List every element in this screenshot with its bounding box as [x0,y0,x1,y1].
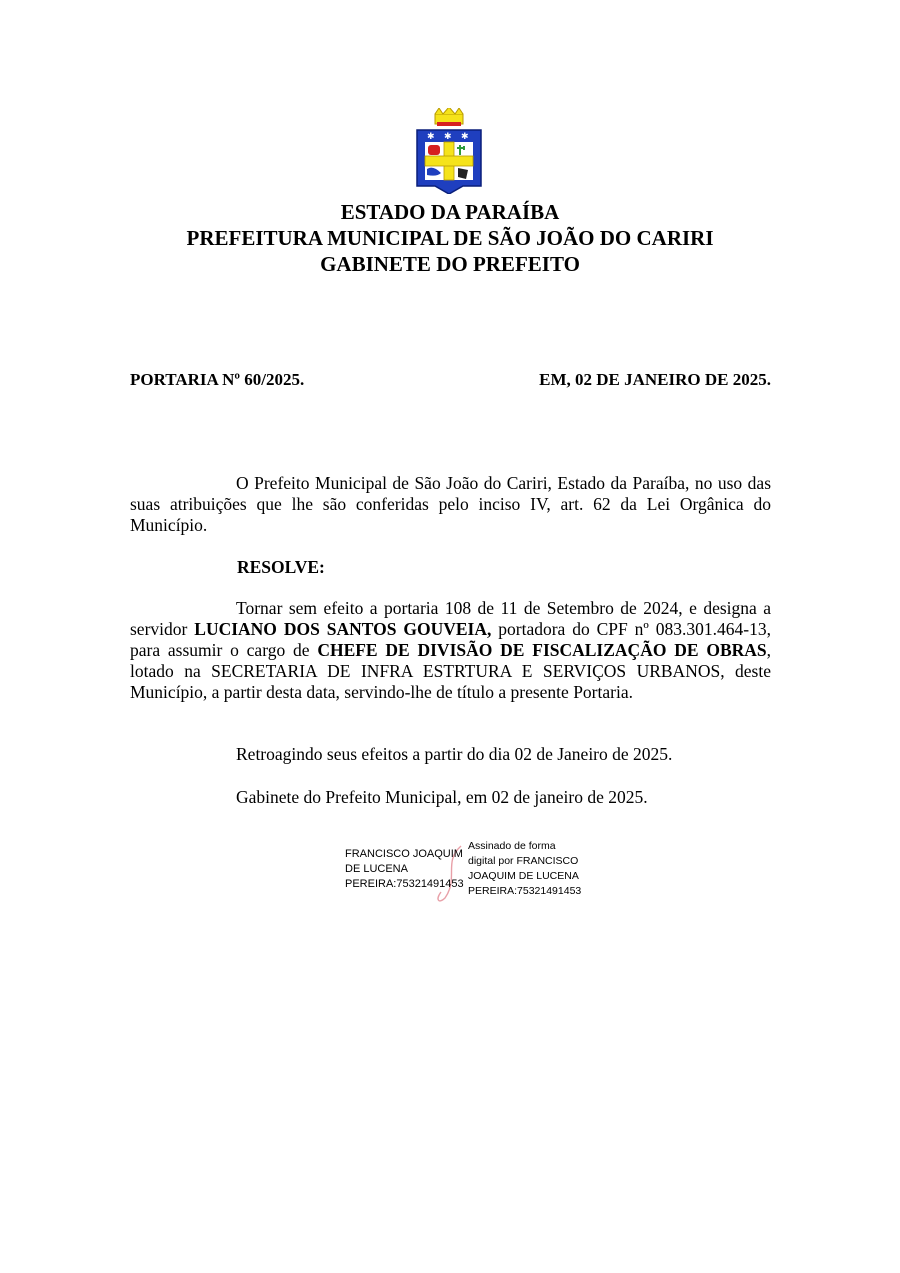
resolution-text-a: Tornar sem efeito a portaria 108 de 11 de Setembro de 2024, e designa a servidor [130,598,771,639]
signer-name: FRANCISCO JOAQUIM DE LUCENA PEREIRA:75321491453 [345,848,464,890]
city-hall-name: PREFEITURA MUNICIPAL DE SÃO JOÃO DO CARIRI [186,226,714,250]
signature-details: Assinado de forma digital por FRANCISCO JOAQUIM DE LUCENA PEREIRA:75321491453 [468,840,582,897]
resolution-text-c: , lotado na SECRETARIA DE INFRA ESTRTURA E SERVIÇOS URBANOS, deste Município, a partir desta data, servindo-lhe de título a presente Portaria. [130,640,771,702]
resolution-paragraph [130,598,771,703]
resolution-text-b: portadora do CPF nº 083.301.464-13, para assumir o cargo de [130,619,771,660]
svg-text:✱: ✱ [444,132,452,142]
svg-text:✱: ✱ [427,132,435,142]
preamble-text: O Prefeito Municipal de São João do Cariri, Estado da Paraíba, no uso das suas atribuições que lhe são conferidas pelo inciso IV, art. 62 da Lei Orgânica do Município. [130,473,771,535]
closing-paragraph: Gabinete do Prefeito Municipal, em 02 de janeiro de 2025. [236,787,648,807]
municipal-coat-of-arms-icon [413,108,485,194]
portaria-number: PORTARIA Nº 60/2025. [130,370,305,389]
retroactive-paragraph: Retroagindo seus efeitos a partir do dia 02 de Janeiro de 2025. [236,744,673,764]
servant-name: LUCIANO DOS SANTOS GOUVEIA, [194,619,492,639]
crown-icon [435,108,463,126]
role-title: CHEFE DE DIVISÃO DE FISCALIZAÇÃO DE OBRAS [317,640,767,660]
state-name: ESTADO DA PARAÍBA [340,200,560,224]
preamble-paragraph [130,473,771,536]
portaria-date: EM, 02 DE JANEIRO DE 2025. [539,370,771,389]
digital-signature-block [345,838,595,904]
letterhead [130,199,770,277]
resolve-heading: RESOLVE: [237,557,325,577]
office-name: GABINETE DO PREFEITO [320,252,580,276]
svg-text:✱: ✱ [461,132,469,142]
